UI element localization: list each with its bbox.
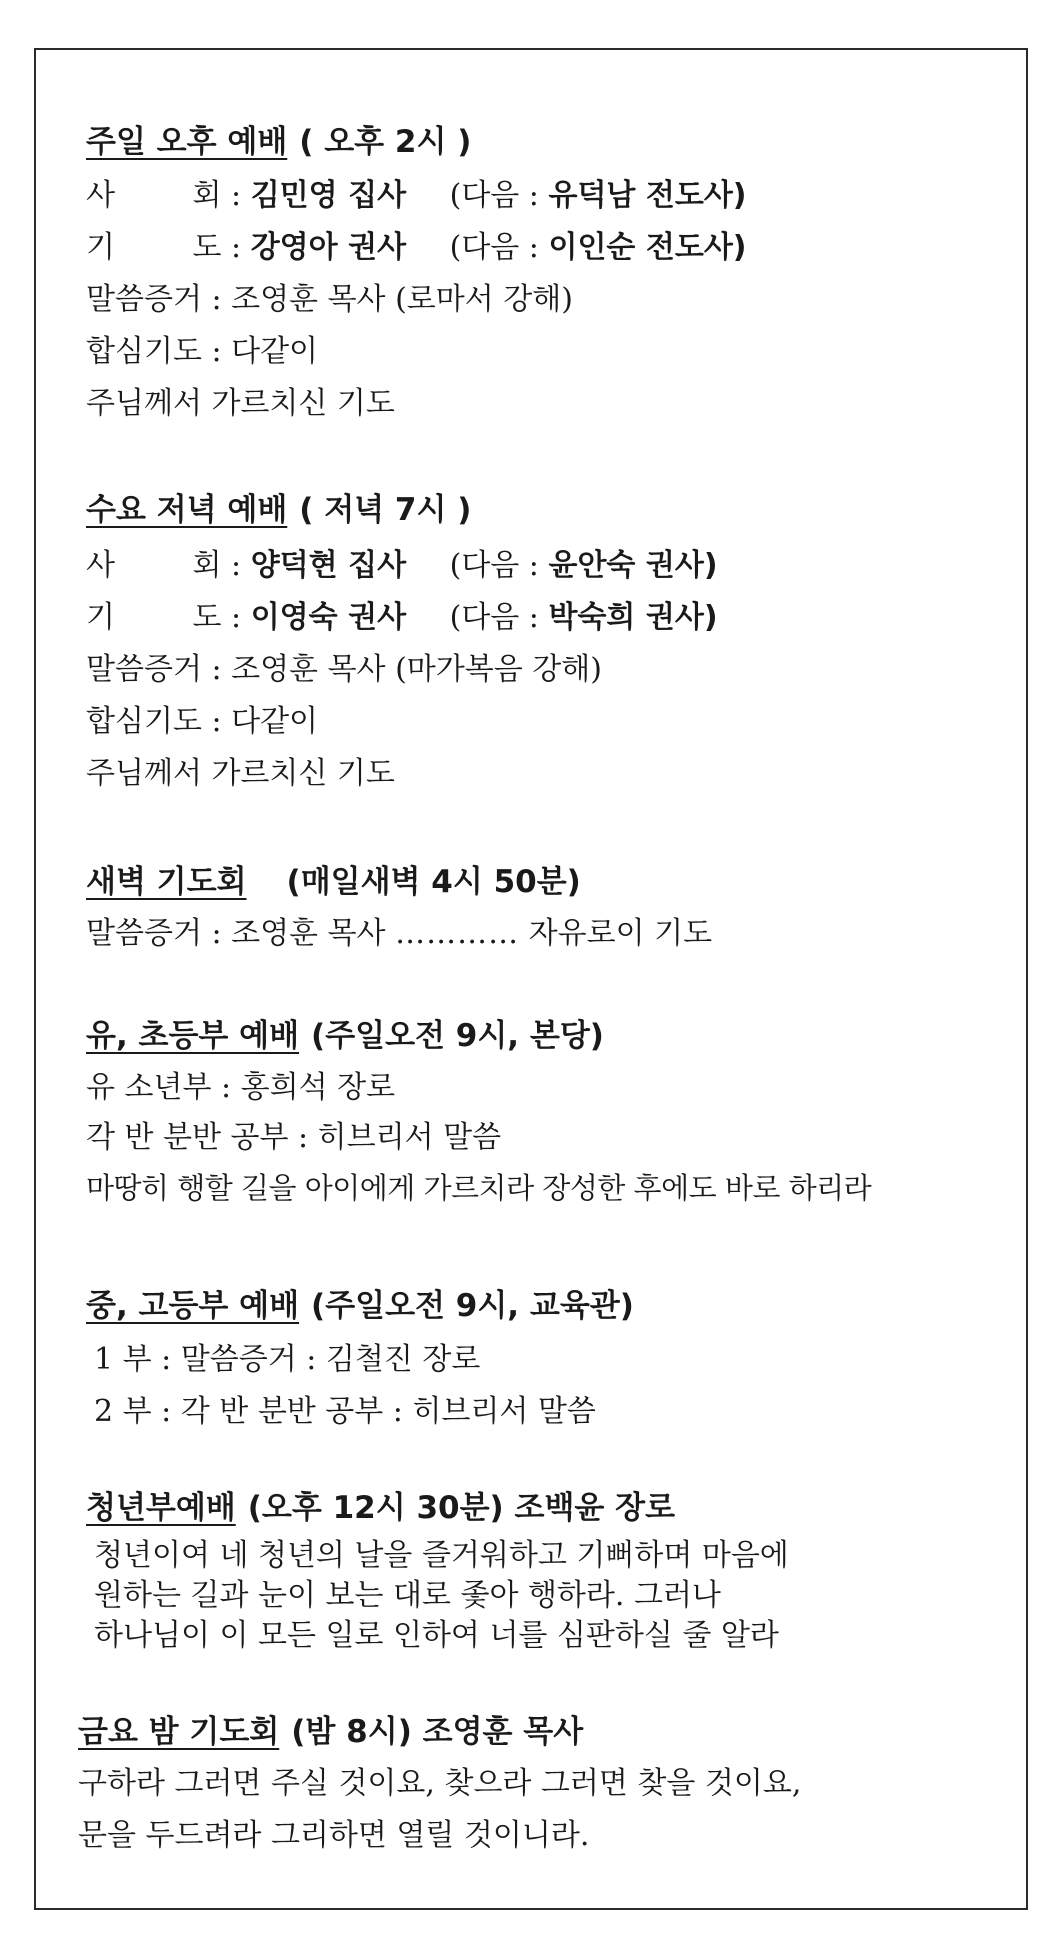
heading-title: 유, 초등부 예배 [86, 1018, 300, 1054]
heading-title: 주일 오후 예배 [86, 124, 288, 160]
young-adults-verse-line-1: 청년이여 네 청년의 날을 즐거워하고 기뻐하며 마음에 [94, 1538, 789, 1573]
section-heading-sunday-pm [86, 122, 471, 162]
heading-time: (밤 8시) 조영훈 목사 [291, 1714, 584, 1750]
dot-leader: ………… [395, 916, 520, 951]
dawn-sermon-line: 말씀증거 : 조영훈 목사 ………… 자유로이 기도 [86, 916, 713, 951]
young-adults-verse-line-2: 원하는 길과 눈이 보는 대로 좇아 행하라. 그러나 [94, 1578, 721, 1613]
young-adults-verse-line-3: 하나님이 이 모든 일로 인하여 너를 심판하실 줄 알라 [94, 1618, 779, 1653]
heading-time: ( 저녁 7시 ) [299, 492, 472, 528]
heading-title: 청년부예배 [86, 1490, 236, 1526]
bulletin-frame [34, 48, 1028, 1910]
heading-time: (주일오전 9시, 교육관) [311, 1288, 634, 1324]
host-name: 양덕현 집사 [250, 548, 407, 583]
sermon-line: 말씀증거 : 조영훈 목사 (로마서 강해) [86, 282, 573, 317]
prayer-name: 이영숙 권사 [250, 600, 407, 635]
prayer-next: 이인순 전도사) [548, 230, 747, 265]
section-heading-young-adults [86, 1488, 675, 1528]
heading-time: (주일오전 9시, 본당) [311, 1018, 604, 1054]
heading-time: ( 오후 2시 ) [299, 124, 472, 160]
host-next: 윤안숙 권사) [548, 548, 718, 583]
kids-leader-line: 유 소년부 : 홍희석 장로 [86, 1070, 396, 1105]
heading-title: 금요 밤 기도회 [78, 1714, 280, 1750]
host-name: 김민영 집사 [250, 178, 407, 213]
youth-part1-line: 1 부 : 말씀증거 : 김철진 장로 [94, 1342, 481, 1377]
host-next: 유덕남 전도사) [548, 178, 747, 213]
prayer-line: 기 도 : 이영숙 권사 (다음 : 박숙희 권사) [86, 600, 718, 635]
sermon-line: 말씀증거 : 조영훈 목사 (마가복음 강해) [86, 652, 602, 687]
prayer-name: 강영아 권사 [250, 230, 407, 265]
heading-title: 중, 고등부 예배 [86, 1288, 300, 1324]
friday-verse-line-1: 구하라 그러면 주실 것이요, 찾으라 그러면 찾을 것이요, [78, 1766, 802, 1801]
host-line: 사 회 : 양덕현 집사 (다음 : 윤안숙 권사) [86, 548, 718, 583]
heading-title: 수요 저녁 예배 [86, 492, 288, 528]
friday-verse-line-2: 문을 두드려라 그리하면 열릴 것이니라. [78, 1818, 590, 1853]
prayer-next: 박숙희 권사) [548, 600, 718, 635]
heading-time: (매일새벽 4시 50분) [286, 864, 581, 900]
section-heading-friday [78, 1712, 583, 1752]
lords-prayer-line: 주님께서 가르치신 기도 [86, 756, 395, 791]
section-heading-kids [86, 1016, 604, 1056]
heading-title: 새벽 기도회 [86, 864, 247, 900]
lords-prayer-line: 주님께서 가르치신 기도 [86, 386, 395, 421]
youth-part2-line: 2 부 : 각 반 분반 공부 : 히브리서 말씀 [94, 1394, 596, 1429]
prayer-line: 기 도 : 강영아 권사 (다음 : 이인순 전도사) [86, 230, 747, 265]
section-heading-youth [86, 1286, 634, 1326]
section-heading-dawn [86, 862, 581, 902]
unison-prayer-line: 합심기도 : 다같이 [86, 704, 319, 739]
section-heading-wednesday [86, 490, 471, 530]
kids-study-line: 각 반 분반 공부 : 히브리서 말씀 [86, 1120, 502, 1155]
unison-prayer-line: 합심기도 : 다같이 [86, 334, 319, 369]
kids-verse-line: 마땅히 행할 길을 아이에게 가르치라 장성한 후에도 바로 하리라 [86, 1171, 872, 1205]
heading-time: (오후 12시 30분) 조백윤 장로 [247, 1490, 676, 1526]
host-line: 사 회 : 김민영 집사 (다음 : 유덕남 전도사) [86, 178, 747, 213]
